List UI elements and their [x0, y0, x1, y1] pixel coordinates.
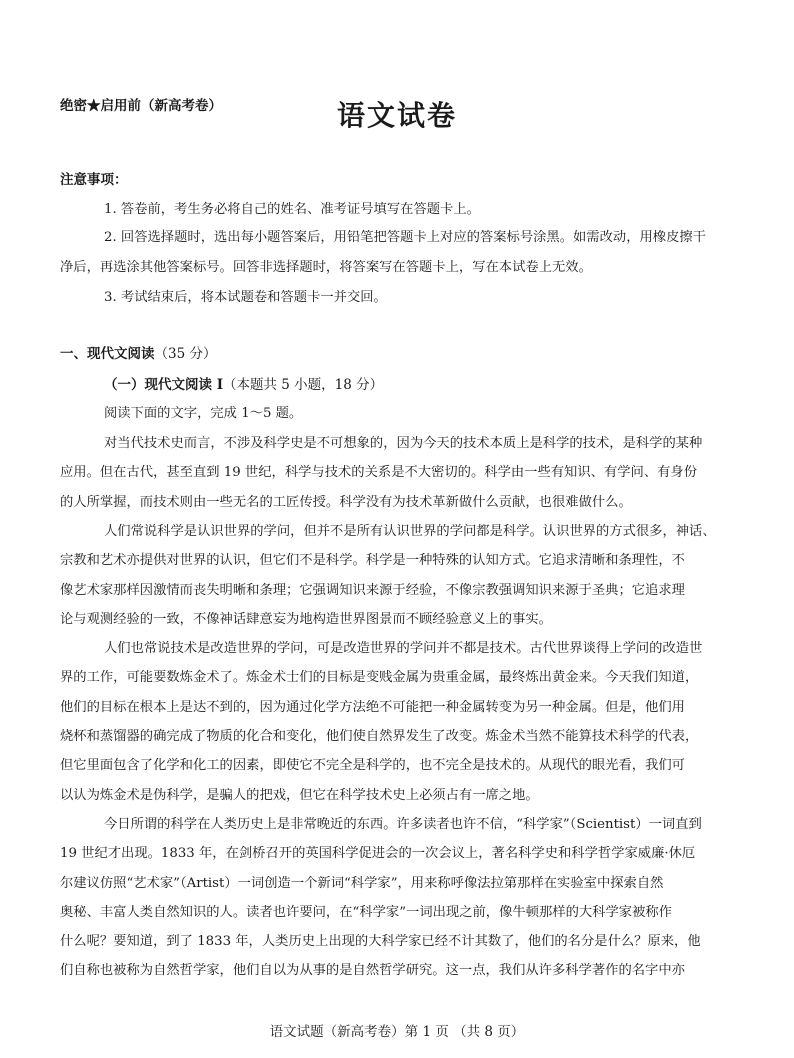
passage-line: 像艺术家那样因激情而丧失明晰和条理；它强调知识来源于经验，不像宗教强调知识来源于圣典；它追求理 [60, 583, 685, 598]
passage-line: 烧杯和蒸馏器的确完成了物质的化合和变化，他们使自然界发生了改变。炼金术当然不能算技术科学的代表， [60, 729, 699, 744]
passage-line: 的人所掌握，而技术则由一些无名的工匠传授。科学没有为技术革新做什么贡献，也很难做什么。 [60, 495, 632, 510]
exam-title: 语文试卷 [336, 99, 457, 132]
passage-line: 应用。但在古代，甚至直到 19 世纪，科学与技术的关系是不大密切的。科学由一些有知识、有学问、有身份 [60, 465, 698, 480]
passage-line: 什么呢？要知道，到了 1833 年，人类历史上出现的大科学家已经不计其数了，他们的名分是什么？原来，他 [60, 934, 701, 949]
passage-line: 们自称也被称为自然哲学家，他们自以为从事的是自然哲学研究。这一点，我们从许多科学著作的名字中亦 [60, 963, 685, 978]
passage-line: 尔建议仿照“艺术家”（Artist）一词创造一个新词“科学家”，用来称呼像法拉第那样在实验室中探索自然 [60, 876, 664, 891]
subsection-title: （一）现代文阅读 I [104, 377, 224, 393]
notice-line: 3. 考试结束后，将本试题卷和答题卡一并交回。 [104, 290, 387, 305]
passage-line: 奥秘、丰富人类自然知识的人。读者也许要问，在“科学家”一词出现之前，像牛顿那样的大科学家被称作 [60, 905, 672, 920]
passage-line: 今日所谓的科学在人类历史上是非常晚近的东西。许多读者也许不信，“科学家”（Scientist）一词直到 [104, 817, 702, 832]
passage-line: 他们的目标在根本上是达不到的，因为通过化学方法绝不可能把一种金属转变为另一种金属。但是，他们用 [60, 700, 685, 715]
section-title: 一、现代文阅读 [60, 346, 155, 362]
notice-line: 2. 回答选择题时，选出每小题答案后，用铅笔把答题卡上对应的答案标号涂黑。如需改动，用橡皮擦干 [104, 230, 706, 245]
confidential-label: 绝密★启用前（新高考卷） [60, 98, 222, 114]
passage-line: 论与观测经验的一致，不像神话肆意妄为地构造世界图景而不顾经验意义上的事实。 [60, 612, 552, 627]
passage-line: 界的工作，可能要数炼金术了。炼金术士们的目标是变贱金属为贵重金属，最终炼出黄金来。今天我们知道， [60, 670, 699, 685]
passage-line: 以认为炼金术是伪科学，是骗人的把戏，但它在科学技术史上必须占有一席之地。 [60, 788, 539, 803]
section-score: （35 分） [154, 346, 217, 362]
passage-line: 人们也常说技术是改造世界的学问，可是改造世界的学问并不都是技术。古代世界谈得上学问的改造世 [104, 641, 703, 656]
notice-line: 1. 答卷前，考生务必将自己的姓名、准考证号填写在答题卡上。 [104, 202, 480, 217]
passage-line: 宗教和艺术亦提供对世界的认识，但它们不是科学。科学是一种特殊的认知方式。它追求清晰和条理性，不 [60, 553, 685, 568]
page-footer: 语文试题（新高考卷）第 1 页 （共 8 页） [269, 1024, 525, 1040]
notice-line: 净后，再选涂其他答案标号。回答非选择题时，将答案写在答题卡上，写在本试卷上无效。 [60, 260, 592, 275]
subsection-heading [104, 373, 383, 393]
notice-heading: 注意事项： [60, 172, 128, 188]
passage-line: 但它里面包含了化学和化工的因素，即使它不完全是科学的，也不完全是技术的。从现代的眼光看，我们可 [60, 758, 685, 773]
reading-instruction: 阅读下面的文字，完成 1～5 题。 [104, 406, 303, 421]
passage-line: 人们常说科学是认识世界的学问，但并不是所有认识世界的学问都是科学。认识世界的方式很多，神话、 [104, 524, 716, 539]
passage-line: 19 世纪才出现。1833 年，在剑桥召开的英国科学促进会的一次会议上，著名科学史和科学哲学家威廉·休厄 [60, 846, 696, 861]
passage-line: 对当代技术史而言，不涉及科学史是不可想象的，因为今天的技术本质上是科学的技术，是科学的某种 [104, 436, 703, 451]
subsection-score: （本题共 5 小题，18 分） [223, 377, 384, 393]
section-heading [60, 342, 216, 362]
